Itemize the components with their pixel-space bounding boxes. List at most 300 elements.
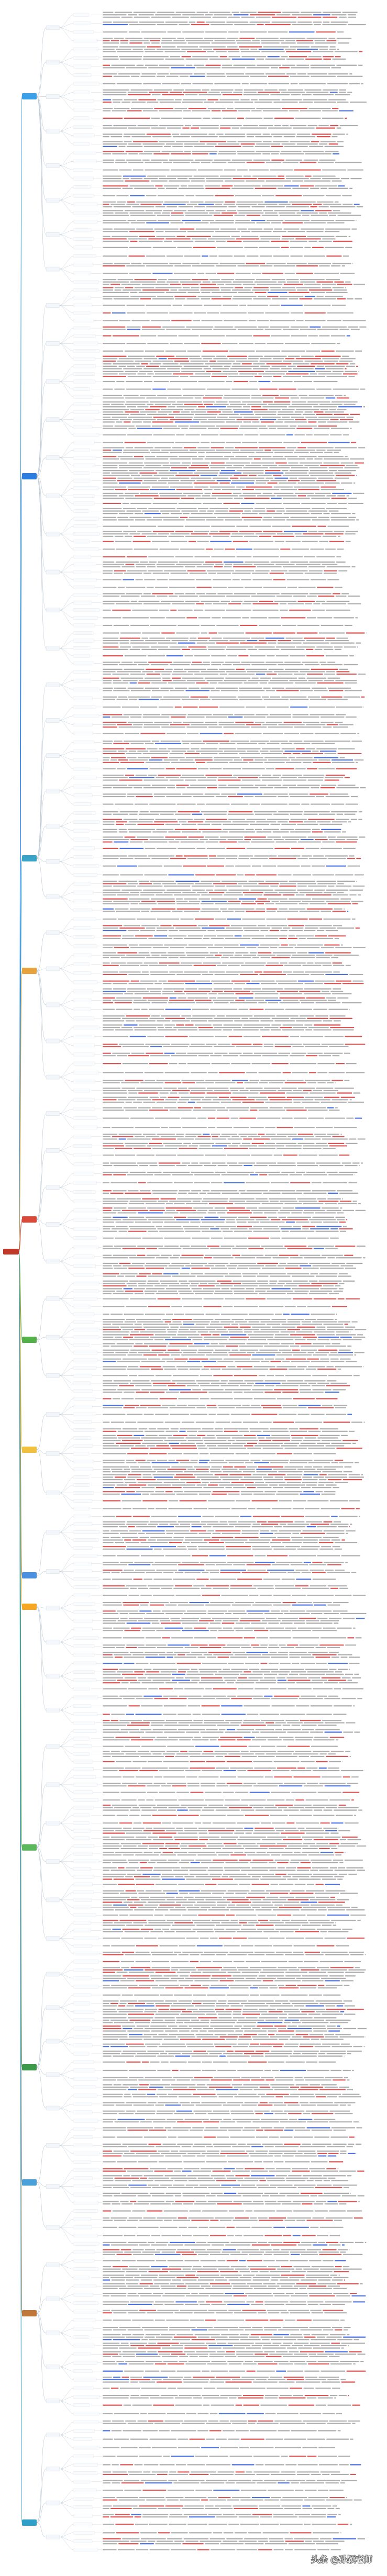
- leaf-topic-node[interactable]: [73, 2193, 99, 2196]
- leaf-topic-node[interactable]: [73, 1744, 92, 1748]
- leaf-topic-node[interactable]: [73, 304, 92, 307]
- leaf-topic-node[interactable]: [73, 1752, 90, 1755]
- leaf-topic-node[interactable]: [73, 1585, 99, 1588]
- sub-topic-node[interactable]: [46, 1783, 60, 1787]
- leaf-topic-node[interactable]: [73, 1190, 95, 1193]
- leaf-topic-node[interactable]: [73, 1906, 91, 1909]
- leaf-topic-node[interactable]: [73, 1628, 93, 1631]
- leaf-topic-node[interactable]: [73, 891, 94, 894]
- leaf-topic-node[interactable]: [73, 1044, 95, 1047]
- leaf-topic-node[interactable]: [73, 1721, 95, 1724]
- leaf-topic-node[interactable]: [73, 1320, 94, 1323]
- leaf-topic-node[interactable]: [73, 909, 92, 912]
- leaf-topic-node[interactable]: [73, 334, 95, 337]
- leaf-topic-node[interactable]: [73, 380, 95, 383]
- sub-topic-node[interactable]: [46, 967, 60, 971]
- leaf-topic-node[interactable]: [73, 2471, 98, 2474]
- leaf-topic-node[interactable]: [73, 425, 92, 429]
- leaf-topic-node[interactable]: [73, 654, 90, 657]
- leaf-topic-node[interactable]: [73, 2369, 92, 2372]
- leaf-topic-node[interactable]: [73, 2052, 89, 2055]
- sub-topic-node[interactable]: [46, 163, 60, 167]
- leaf-topic-node[interactable]: [73, 624, 95, 627]
- leaf-topic-node[interactable]: [73, 487, 98, 490]
- leaf-topic-node[interactable]: [73, 1428, 95, 1431]
- leaf-topic-node[interactable]: [73, 1200, 96, 1203]
- leaf-topic-node[interactable]: [73, 177, 93, 180]
- leaf-topic-node[interactable]: [73, 2531, 95, 2534]
- leaf-topic-node[interactable]: [73, 220, 97, 223]
- sub-topic-node[interactable]: [46, 1708, 60, 1712]
- leaf-topic-node[interactable]: [73, 1687, 90, 1690]
- leaf-topic-node[interactable]: [73, 1236, 96, 1239]
- leaf-topic-node[interactable]: [73, 2209, 98, 2212]
- leaf-topic-node[interactable]: [73, 2201, 98, 2204]
- leaf-topic-node[interactable]: [73, 1636, 98, 1639]
- sub-topic-node[interactable]: [46, 570, 60, 574]
- leaf-topic-node[interactable]: [73, 1760, 93, 1763]
- leaf-topic-node[interactable]: [73, 578, 97, 581]
- leaf-topic-node[interactable]: [73, 2412, 99, 2415]
- leaf-topic-node[interactable]: [73, 56, 98, 59]
- leaf-topic-node[interactable]: [73, 1729, 96, 1732]
- leaf-topic-node[interactable]: [73, 1264, 96, 1267]
- sub-topic-node[interactable]: [46, 95, 60, 99]
- sub-topic-node[interactable]: [46, 859, 60, 864]
- leaf-topic-node[interactable]: [73, 1062, 95, 1065]
- leaf-topic-node[interactable]: [73, 1135, 91, 1138]
- leaf-topic-node[interactable]: [73, 1783, 97, 1786]
- leaf-topic-node[interactable]: [73, 2276, 89, 2279]
- leaf-topic-node[interactable]: [73, 2429, 95, 2432]
- leaf-topic-node[interactable]: [73, 1246, 99, 1249]
- sub-topic-node[interactable]: [46, 129, 60, 133]
- leaf-topic-node[interactable]: [73, 1960, 99, 1963]
- leaf-topic-node[interactable]: [73, 1313, 94, 1316]
- leaf-topic-node[interactable]: [73, 1883, 93, 1886]
- leaf-topic-node[interactable]: [73, 697, 93, 700]
- leaf-topic-node[interactable]: [73, 2152, 99, 2155]
- leaf-topic-node[interactable]: [73, 2234, 98, 2237]
- leaf-topic-node[interactable]: [73, 372, 95, 375]
- leaf-topic-node[interactable]: [73, 1570, 92, 1573]
- leaf-topic-node[interactable]: [73, 2060, 94, 2064]
- leaf-topic-node[interactable]: [73, 1017, 94, 1020]
- leaf-topic-node[interactable]: [73, 2335, 89, 2338]
- leaf-topic-node[interactable]: [73, 1890, 93, 1894]
- sub-topic-node[interactable]: [46, 1185, 60, 1190]
- leaf-topic-node[interactable]: [73, 99, 94, 103]
- leaf-topic-node[interactable]: [73, 73, 91, 76]
- leaf-topic-node[interactable]: [73, 2539, 92, 2543]
- leaf-topic-node[interactable]: [73, 2361, 97, 2364]
- leaf-topic-node[interactable]: [73, 1678, 96, 1682]
- leaf-topic-node[interactable]: [73, 2086, 96, 2089]
- leaf-topic-node[interactable]: [73, 829, 89, 832]
- leaf-topic-node[interactable]: [73, 900, 92, 903]
- leaf-topic-node[interactable]: [73, 1116, 97, 1119]
- leaf-topic-node[interactable]: [73, 13, 89, 16]
- leaf-topic-node[interactable]: [73, 705, 96, 709]
- leaf-topic-node[interactable]: [73, 2446, 99, 2449]
- leaf-topic-node[interactable]: [73, 1162, 94, 1166]
- leaf-topic-node[interactable]: [73, 1374, 92, 1377]
- leaf-topic-node[interactable]: [73, 2111, 92, 2114]
- leaf-topic-node[interactable]: [73, 65, 91, 68]
- leaf-topic-node[interactable]: [73, 1397, 96, 1400]
- sub-topic-node[interactable]: [46, 1570, 60, 1574]
- leaf-topic-node[interactable]: [73, 749, 96, 753]
- leaf-topic-node[interactable]: [73, 2002, 90, 2005]
- leaf-topic-node[interactable]: [73, 962, 90, 966]
- leaf-topic-node[interactable]: [73, 1089, 90, 1092]
- sub-topic-node[interactable]: [46, 1821, 60, 1825]
- sub-topic-node[interactable]: [46, 303, 60, 307]
- leaf-topic-node[interactable]: [73, 39, 97, 42]
- leaf-topic-node[interactable]: [73, 229, 91, 232]
- sub-topic-node[interactable]: [46, 1413, 60, 1417]
- leaf-topic-node[interactable]: [73, 540, 90, 543]
- leaf-topic-node[interactable]: [73, 1359, 97, 1362]
- sub-topic-node[interactable]: [46, 1530, 60, 1535]
- leaf-topic-node[interactable]: [73, 1936, 99, 1940]
- leaf-topic-node[interactable]: [73, 517, 99, 520]
- leaf-topic-node[interactable]: [73, 472, 89, 475]
- leaf-topic-node[interactable]: [73, 418, 95, 421]
- sub-topic-node[interactable]: [46, 456, 60, 460]
- leaf-topic-node[interactable]: [73, 2505, 93, 2508]
- sub-topic-node[interactable]: [46, 2185, 60, 2189]
- leaf-topic-node[interactable]: [73, 1420, 91, 1424]
- leaf-topic-node[interactable]: [73, 1273, 93, 1276]
- leaf-topic-node[interactable]: [73, 1790, 93, 1794]
- leaf-topic-node[interactable]: [73, 288, 98, 292]
- leaf-topic-node[interactable]: [73, 2344, 95, 2347]
- sub-topic-node[interactable]: [46, 1373, 60, 1377]
- sub-topic-node[interactable]: [46, 1075, 60, 1079]
- leaf-topic-node[interactable]: [73, 108, 95, 111]
- sub-topic-node[interactable]: [46, 931, 60, 935]
- leaf-topic-node[interactable]: [73, 2378, 96, 2381]
- leaf-topic-node[interactable]: [73, 1844, 94, 1847]
- leaf-topic-node[interactable]: [73, 327, 90, 330]
- sub-topic-node[interactable]: [46, 895, 60, 899]
- sub-topic-node[interactable]: [46, 1744, 60, 1749]
- leaf-topic-node[interactable]: [73, 456, 96, 459]
- leaf-topic-node[interactable]: [73, 1107, 95, 1111]
- leaf-topic-node[interactable]: [73, 1968, 94, 1972]
- leaf-topic-node[interactable]: [73, 2127, 95, 2131]
- leaf-topic-node[interactable]: [73, 981, 97, 984]
- sub-topic-node[interactable]: [46, 532, 60, 536]
- leaf-topic-node[interactable]: [73, 2019, 94, 2022]
- leaf-topic-node[interactable]: [73, 2497, 94, 2500]
- leaf-topic-node[interactable]: [73, 203, 98, 206]
- leaf-topic-node[interactable]: [73, 1875, 94, 1878]
- leaf-topic-node[interactable]: [73, 1821, 90, 1824]
- leaf-topic-node[interactable]: [73, 1712, 97, 1716]
- leaf-topic-node[interactable]: [73, 2242, 99, 2245]
- leaf-topic-node[interactable]: [73, 1035, 95, 1038]
- sub-topic-node[interactable]: [46, 683, 60, 687]
- leaf-topic-node[interactable]: [73, 1389, 93, 1392]
- sub-topic-node[interactable]: [46, 418, 60, 422]
- leaf-topic-node[interactable]: [73, 723, 93, 726]
- leaf-topic-node[interactable]: [73, 2463, 98, 2466]
- leaf-topic-node[interactable]: [73, 117, 89, 120]
- sub-topic-node[interactable]: [46, 60, 60, 64]
- leaf-topic-node[interactable]: [73, 1898, 92, 1901]
- leaf-topic-node[interactable]: [73, 2226, 92, 2229]
- leaf-topic-node[interactable]: [73, 1255, 94, 1258]
- leaf-topic-node[interactable]: [73, 342, 98, 345]
- leaf-topic-node[interactable]: [73, 387, 90, 390]
- leaf-topic-node[interactable]: [73, 1507, 90, 1510]
- leaf-topic-node[interactable]: [73, 402, 91, 406]
- leaf-topic-node[interactable]: [73, 688, 99, 691]
- leaf-topic-node[interactable]: [73, 125, 93, 128]
- leaf-topic-node[interactable]: [73, 1798, 98, 1801]
- leaf-topic-node[interactable]: [73, 601, 92, 604]
- leaf-topic-node[interactable]: [73, 1491, 94, 1494]
- sub-topic-node[interactable]: [46, 646, 60, 651]
- leaf-topic-node[interactable]: [73, 547, 99, 551]
- leaf-topic-node[interactable]: [73, 679, 91, 682]
- leaf-topic-node[interactable]: [73, 1144, 92, 1147]
- leaf-topic-node[interactable]: [73, 1696, 98, 1699]
- leaf-topic-node[interactable]: [73, 2301, 98, 2304]
- leaf-topic-node[interactable]: [73, 586, 95, 589]
- sub-topic-node[interactable]: [46, 379, 60, 384]
- leaf-topic-node[interactable]: [73, 494, 94, 497]
- leaf-topic-node[interactable]: [73, 1985, 98, 1988]
- leaf-topic-node[interactable]: [73, 2010, 94, 2013]
- leaf-topic-node[interactable]: [73, 793, 92, 797]
- leaf-topic-node[interactable]: [73, 2069, 95, 2072]
- sub-topic-node[interactable]: [46, 232, 60, 237]
- leaf-topic-node[interactable]: [73, 2044, 92, 2047]
- leaf-topic-node[interactable]: [73, 2514, 93, 2517]
- leaf-topic-node[interactable]: [73, 350, 99, 353]
- sub-topic-node[interactable]: [46, 1112, 60, 1116]
- leaf-topic-node[interactable]: [73, 185, 91, 188]
- sub-topic-node[interactable]: [46, 1222, 60, 1226]
- leaf-topic-node[interactable]: [73, 2523, 92, 2526]
- leaf-topic-node[interactable]: [73, 1806, 93, 1809]
- leaf-topic-node[interactable]: [73, 1475, 89, 1479]
- leaf-topic-node[interactable]: [73, 1436, 91, 1439]
- leaf-topic-node[interactable]: [73, 1554, 97, 1557]
- leaf-topic-node[interactable]: [73, 1413, 96, 1416]
- leaf-topic-node[interactable]: [73, 2319, 96, 2322]
- leaf-topic-node[interactable]: [73, 2144, 93, 2147]
- leaf-topic-node[interactable]: [73, 917, 96, 921]
- sub-topic-node[interactable]: [46, 824, 60, 828]
- leaf-topic-node[interactable]: [73, 524, 97, 528]
- sub-topic-node[interactable]: [46, 26, 60, 30]
- leaf-topic-node[interactable]: [73, 142, 90, 145]
- sub-topic-node[interactable]: [46, 754, 60, 758]
- sub-topic-node[interactable]: [46, 267, 60, 271]
- sub-topic-node[interactable]: [46, 1148, 60, 1152]
- leaf-topic-node[interactable]: [73, 311, 90, 315]
- leaf-topic-node[interactable]: [73, 1602, 95, 1605]
- leaf-topic-node[interactable]: [73, 1546, 93, 1549]
- sub-topic-node[interactable]: [46, 718, 60, 722]
- leaf-topic-node[interactable]: [73, 1351, 97, 1354]
- sub-topic-node[interactable]: [46, 2106, 60, 2110]
- leaf-topic-node[interactable]: [73, 433, 99, 436]
- leaf-topic-node[interactable]: [73, 1610, 96, 1614]
- leaf-topic-node[interactable]: [73, 1993, 91, 1997]
- leaf-topic-node[interactable]: [73, 1297, 97, 1300]
- leaf-topic-node[interactable]: [73, 246, 93, 249]
- leaf-topic-node[interactable]: [73, 631, 93, 634]
- leaf-topic-node[interactable]: [73, 1452, 89, 1455]
- leaf-topic-node[interactable]: [73, 820, 99, 823]
- sub-topic-node[interactable]: [46, 1452, 60, 1456]
- leaf-topic-node[interactable]: [73, 237, 94, 240]
- sub-topic-node[interactable]: [46, 1674, 60, 1678]
- leaf-topic-node[interactable]: [73, 1704, 91, 1707]
- leaf-topic-node[interactable]: [73, 2437, 92, 2440]
- leaf-topic-node[interactable]: [73, 1913, 96, 1917]
- leaf-topic-node[interactable]: [73, 48, 98, 51]
- sub-topic-node[interactable]: [46, 608, 60, 612]
- leaf-topic-node[interactable]: [73, 441, 95, 444]
- leaf-topic-node[interactable]: [73, 532, 99, 535]
- sub-topic-node[interactable]: [46, 198, 60, 202]
- leaf-topic-node[interactable]: [73, 1026, 99, 1029]
- leaf-topic-node[interactable]: [73, 134, 95, 137]
- leaf-topic-node[interactable]: [73, 1172, 94, 1175]
- leaf-topic-node[interactable]: [73, 1594, 90, 1597]
- leaf-topic-node[interactable]: [73, 1562, 92, 1565]
- leaf-topic-node[interactable]: [73, 91, 89, 94]
- leaf-topic-node[interactable]: [73, 2077, 97, 2080]
- leaf-topic-node[interactable]: [73, 847, 95, 850]
- leaf-topic-node[interactable]: [73, 2027, 92, 2030]
- leaf-topic-node[interactable]: [73, 410, 99, 413]
- leaf-topic-node[interactable]: [73, 2102, 92, 2105]
- sub-topic-node[interactable]: [46, 2433, 60, 2437]
- leaf-topic-node[interactable]: [73, 1483, 90, 1486]
- leaf-topic-node[interactable]: [73, 741, 94, 744]
- sub-topic-node[interactable]: [46, 2399, 60, 2403]
- leaf-topic-node[interactable]: [73, 1775, 95, 1778]
- sub-topic-node[interactable]: [46, 1606, 60, 1610]
- leaf-topic-node[interactable]: [73, 211, 99, 215]
- leaf-topic-node[interactable]: [73, 2403, 90, 2406]
- leaf-topic-node[interactable]: [73, 1977, 92, 1980]
- leaf-topic-node[interactable]: [73, 639, 94, 642]
- leaf-topic-node[interactable]: [73, 2489, 97, 2492]
- leaf-topic-node[interactable]: [73, 2455, 94, 2458]
- leaf-topic-node[interactable]: [73, 1670, 94, 1673]
- sub-topic-node[interactable]: [46, 341, 60, 345]
- leaf-topic-node[interactable]: [73, 1829, 91, 1832]
- sub-topic-node[interactable]: [46, 494, 60, 498]
- leaf-topic-node[interactable]: [73, 1328, 99, 1331]
- sub-topic-node[interactable]: [46, 2535, 60, 2539]
- sub-topic-node[interactable]: [46, 1898, 60, 1902]
- leaf-topic-node[interactable]: [73, 990, 93, 993]
- leaf-topic-node[interactable]: [73, 1227, 99, 1230]
- leaf-topic-node[interactable]: [73, 1619, 93, 1622]
- leaf-topic-node[interactable]: [73, 509, 89, 512]
- sub-topic-node[interactable]: [46, 1335, 60, 1339]
- leaf-topic-node[interactable]: [73, 1053, 95, 1056]
- leaf-topic-node[interactable]: [73, 2395, 99, 2398]
- leaf-topic-node[interactable]: [73, 296, 91, 299]
- leaf-topic-node[interactable]: [73, 1499, 92, 1502]
- leaf-topic-node[interactable]: [73, 22, 91, 25]
- leaf-topic-node[interactable]: [73, 1343, 89, 1346]
- sub-topic-node[interactable]: [46, 2039, 60, 2043]
- leaf-topic-node[interactable]: [73, 160, 97, 163]
- leaf-topic-node[interactable]: [73, 2310, 98, 2313]
- leaf-topic-node[interactable]: [73, 802, 91, 805]
- leaf-topic-node[interactable]: [73, 2387, 93, 2390]
- leaf-topic-node[interactable]: [73, 864, 98, 867]
- leaf-topic-node[interactable]: [73, 319, 94, 322]
- leaf-topic-node[interactable]: [73, 1126, 97, 1129]
- sub-topic-node[interactable]: [46, 1491, 60, 1495]
- sub-topic-node[interactable]: [46, 2143, 60, 2147]
- leaf-topic-node[interactable]: [73, 1522, 92, 1526]
- leaf-topic-node[interactable]: [73, 662, 94, 665]
- leaf-topic-node[interactable]: [73, 1860, 99, 1863]
- leaf-topic-node[interactable]: [73, 263, 93, 266]
- leaf-topic-node[interactable]: [73, 357, 95, 360]
- leaf-topic-node[interactable]: [73, 1921, 91, 1924]
- leaf-topic-node[interactable]: [73, 1290, 98, 1293]
- leaf-topic-node[interactable]: [73, 395, 93, 398]
- leaf-topic-node[interactable]: [73, 811, 95, 814]
- leaf-topic-node[interactable]: [73, 1098, 95, 1101]
- leaf-topic-node[interactable]: [73, 838, 89, 841]
- leaf-topic-node[interactable]: [73, 1577, 99, 1581]
- sub-topic-node[interactable]: [46, 2006, 60, 2010]
- leaf-topic-node[interactable]: [73, 882, 91, 885]
- sub-topic-node[interactable]: [46, 1972, 60, 1976]
- sub-topic-node[interactable]: [46, 2365, 60, 2369]
- leaf-topic-node[interactable]: [73, 935, 94, 938]
- sub-topic-node[interactable]: [46, 2263, 60, 2267]
- leaf-topic-node[interactable]: [73, 999, 92, 1002]
- sub-topic-node[interactable]: [46, 1003, 60, 1007]
- leaf-topic-node[interactable]: [73, 1813, 90, 1817]
- sub-topic-node[interactable]: [46, 2501, 60, 2505]
- leaf-topic-node[interactable]: [73, 1080, 95, 1083]
- leaf-topic-node[interactable]: [73, 1007, 91, 1011]
- leaf-topic-node[interactable]: [73, 479, 90, 482]
- leaf-topic-node[interactable]: [73, 1952, 99, 1955]
- leaf-topic-node[interactable]: [73, 2217, 91, 2221]
- leaf-topic-node[interactable]: [73, 1336, 99, 1339]
- leaf-topic-node[interactable]: [73, 1515, 90, 1518]
- sub-topic-node[interactable]: [46, 1039, 60, 1043]
- leaf-topic-node[interactable]: [73, 2094, 97, 2097]
- leaf-topic-node[interactable]: [73, 1460, 94, 1463]
- leaf-topic-node[interactable]: [73, 1737, 90, 1740]
- sub-topic-node[interactable]: [46, 2225, 60, 2230]
- leaf-topic-node[interactable]: [73, 1181, 97, 1184]
- leaf-topic-node[interactable]: [73, 2250, 95, 2254]
- leaf-topic-node[interactable]: [73, 1444, 93, 1447]
- leaf-topic-node[interactable]: [73, 1944, 92, 1947]
- leaf-topic-node[interactable]: [73, 2353, 91, 2356]
